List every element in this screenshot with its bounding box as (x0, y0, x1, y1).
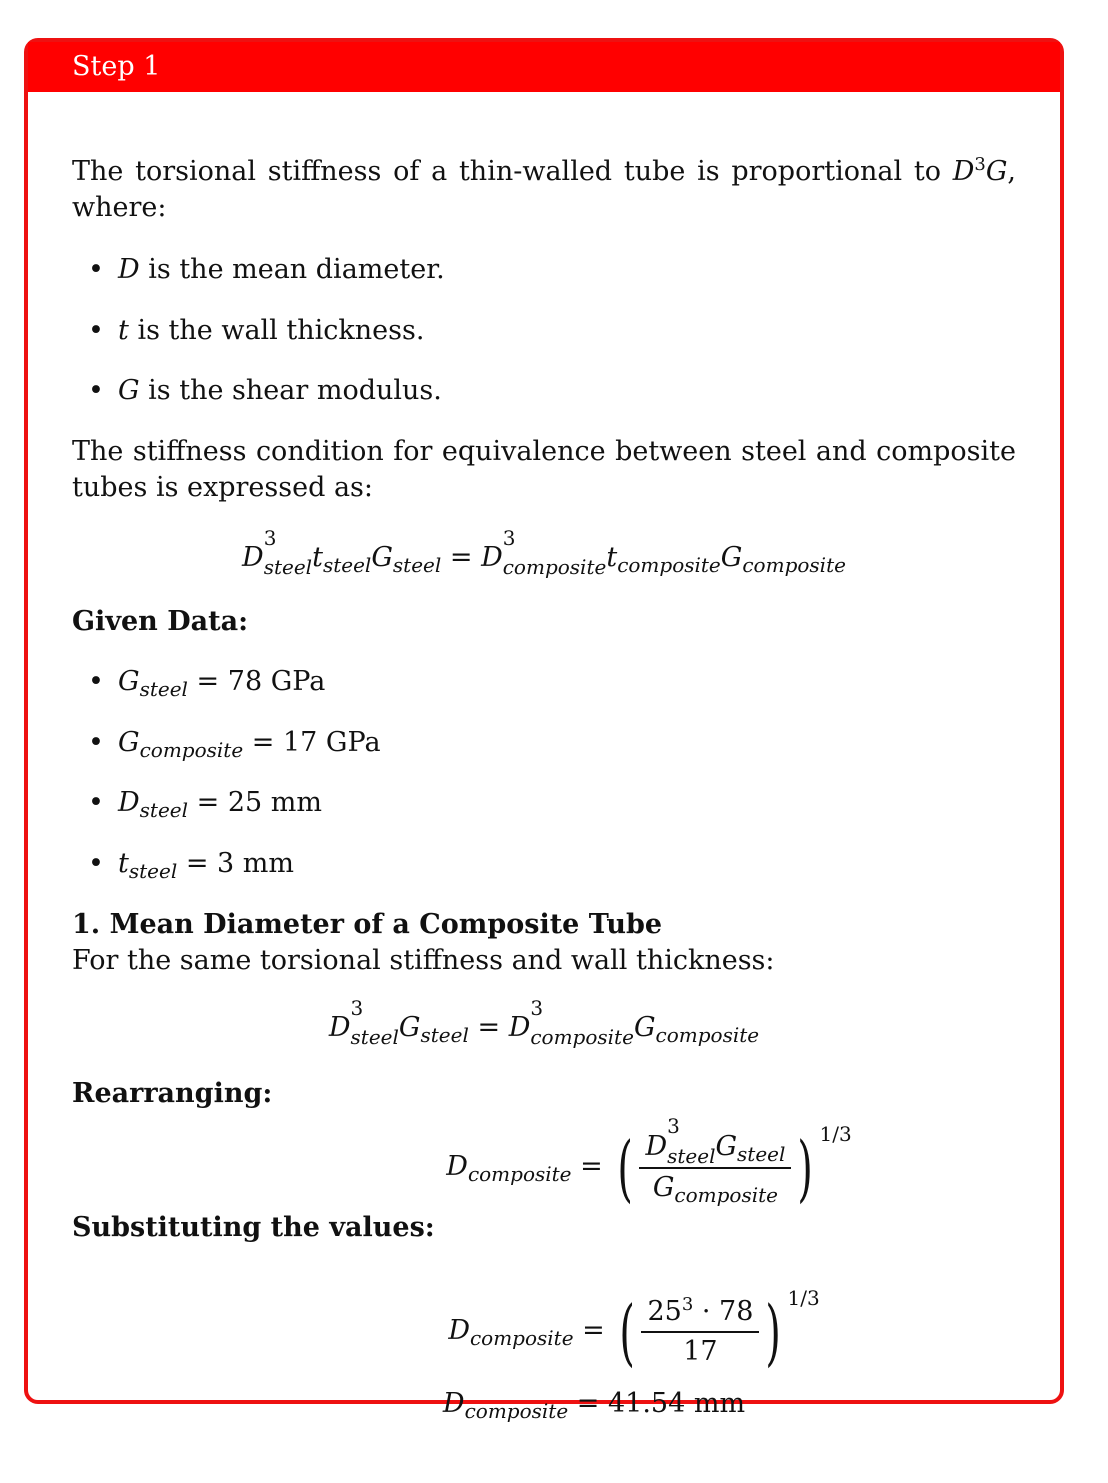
eq1-sub: composite (617, 553, 721, 577)
definition-symbol: D (118, 254, 140, 285)
section-intro: For the same torsional stiffness and wall thickness: (72, 945, 775, 976)
rearranging-heading: Rearranging: (72, 1078, 273, 1109)
definition-item (118, 373, 442, 409)
eq3-exponent: 1/3 (819, 1122, 852, 1146)
eq2-exp: 3 (530, 996, 544, 1020)
given-value: 25 mm (227, 787, 322, 818)
intro-paragraph (72, 154, 1016, 226)
eq1-sub: composite (742, 553, 846, 577)
result-sub: composite (464, 1399, 569, 1423)
intro-text: The torsional stiffness of a thin-walled tube is proportional to (72, 156, 941, 187)
given-sub: composite (139, 738, 244, 762)
given-value: 3 mm (217, 848, 295, 879)
result-value: 41.54 mm (607, 1388, 746, 1419)
eq4-num-rest: · 78 (693, 1295, 754, 1327)
eq2-exp: 3 (350, 996, 364, 1020)
given-symbol: t (118, 848, 129, 879)
eq1-sub: steel (392, 553, 442, 577)
eq4-denominator: 17 (683, 1335, 718, 1367)
given-value: 78 GPa (227, 666, 326, 697)
given-sub: steel (139, 798, 189, 822)
given-item: • $G_{steel} = 78$ GPa (118, 664, 325, 700)
eq4-num-exp: 3 (681, 1293, 694, 1315)
eq4-num-base: 25 (647, 1295, 682, 1327)
eq3-fraction: D 3 steelG$_{steel}$ $G_{composite}$ (639, 1128, 791, 1207)
eq1-sub: composite (502, 555, 607, 579)
eq1-sub: steel (322, 553, 372, 577)
eq2-sub: steel (420, 1023, 469, 1047)
definition-symbol: t (118, 315, 129, 346)
step-card (24, 38, 1064, 1423)
given-symbol: G (118, 666, 140, 697)
intro-text-after: , where: (72, 156, 1016, 223)
eq2-sub: composite (655, 1023, 760, 1047)
intro-expr-base: D (952, 156, 975, 187)
equation-substituted: $D_{composite}$ = ( $\frac{25^3 \cdot 78}{17}$ ) 1/3 (252, 1280, 1016, 1371)
given-symbol: G (118, 727, 140, 758)
given-heading: Given Data: (72, 606, 249, 637)
given-item: • $t_{steel} = 3$ mm (118, 846, 294, 882)
given-sub: steel (139, 677, 188, 701)
eq3-sub: composite (674, 1183, 779, 1207)
given-value: 17 GPa (282, 727, 381, 758)
equation-stiffness-equivalence: D 3 $steelt_{steel}G_{steel} = D$ 3 $compositet_{composite}G_{composite}$ (72, 540, 1016, 577)
equation-equal-thickness: D 3 steelG$_{steel}$ = D 3 compositeG$_{composite}$ (72, 1010, 1016, 1047)
given-item: • $G_{composite} = 17$ GPa (118, 725, 381, 761)
definition-text: is the wall thickness. (137, 315, 425, 346)
section-heading: 1. Mean Diameter of a Composite Tube (72, 909, 663, 940)
definition-item (118, 252, 445, 288)
eq1-sub: steel (263, 555, 313, 579)
intro-expr-exp: 3 (974, 154, 986, 175)
condition-paragraph: The stiffness condition for equivalence between steel and composite tubes is expressed as: (72, 436, 1016, 503)
eq4-fraction (641, 1293, 759, 1371)
intro-expr-tail: G (985, 156, 1008, 187)
eq4-exponent: 1/3 (787, 1286, 820, 1310)
definition-symbol: G (118, 375, 140, 406)
equation-rearranged: $D_{composite}$ = ( D 3 steelG$_{steel}$ $G_{composite}$ ) 1/3 (446, 1114, 852, 1210)
eq3-sub: composite (467, 1162, 572, 1186)
eq2-sub: composite (530, 1025, 634, 1049)
eq3-sub: steel (737, 1142, 786, 1166)
definition-text: is the shear modulus. (148, 375, 442, 406)
eq2-sub: steel (350, 1025, 399, 1049)
given-item: • $D_{steel} = 25$ mm (118, 785, 322, 821)
substituting-heading: Substituting the values: (72, 1212, 435, 1243)
definition-item (118, 313, 424, 349)
eq1-exp: 3 (502, 526, 516, 550)
eq4-sub: composite (469, 1326, 574, 1350)
definition-text: is the mean diameter. (148, 254, 445, 285)
given-symbol: D (118, 787, 140, 818)
eq3-sub: steel (667, 1144, 716, 1168)
eq1-exp: 3 (263, 526, 277, 550)
given-sub: steel (128, 859, 178, 883)
equation-result: $D_{composite} = 41.54$ mm (442, 1388, 746, 1423)
eq3-exp: 3 (667, 1114, 680, 1138)
step-header: Step 1 (28, 42, 1060, 92)
